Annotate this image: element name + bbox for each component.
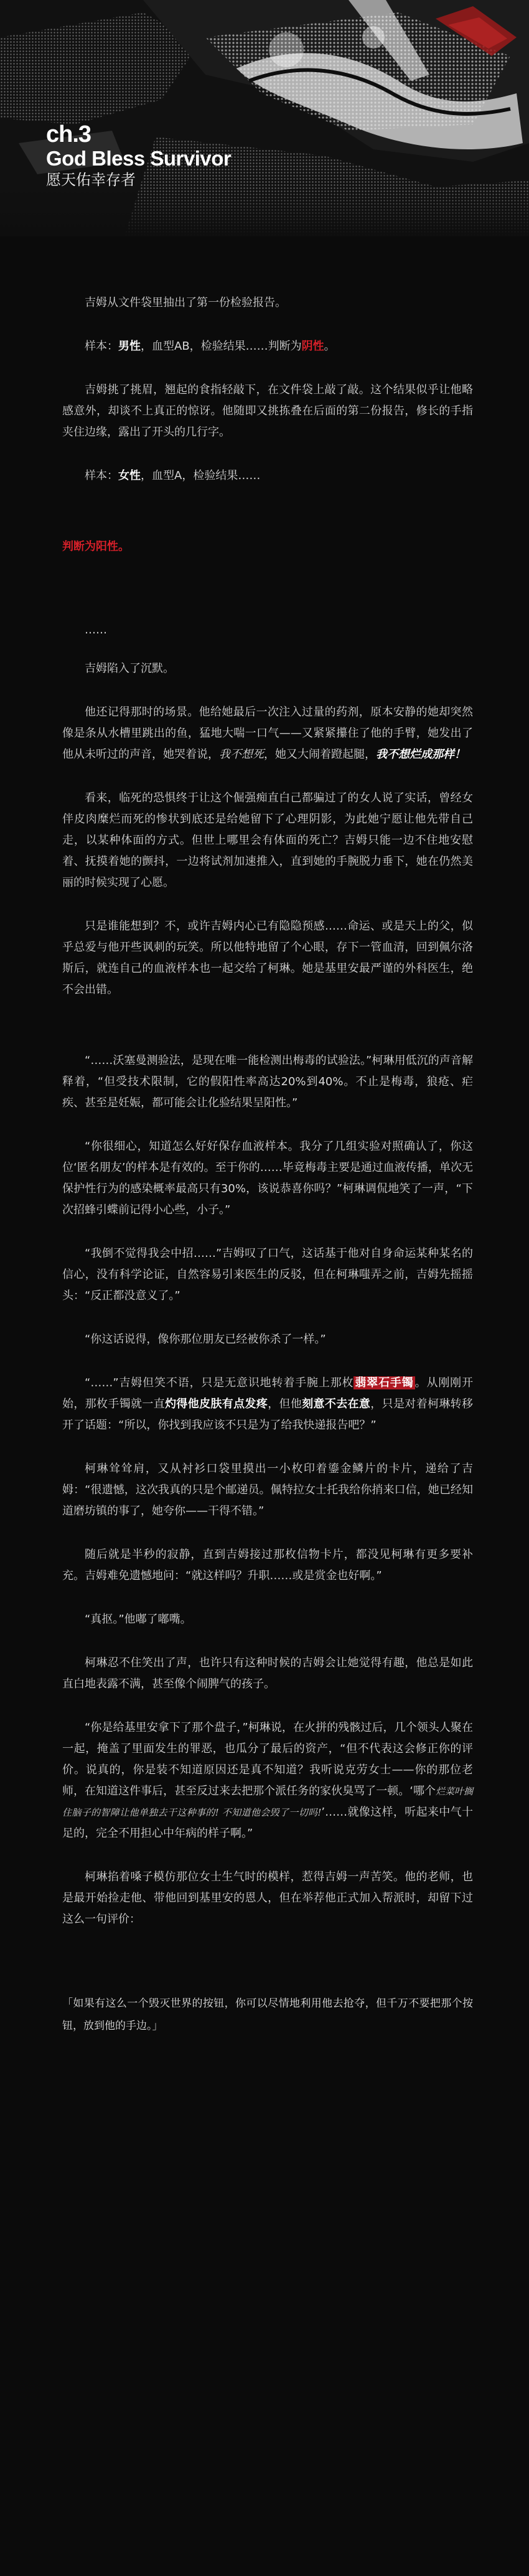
sample-sex-male: 男性 bbox=[118, 340, 141, 353]
paragraph: 吉姆陷入了沉默。 bbox=[85, 662, 174, 675]
banner-artwork bbox=[0, 0, 529, 236]
paragraph: “……”吉姆但笑不语，只是无意识地转着手腕上那枚 翡翠石手镯 。从刚刚开始，那枚手镯就一直灼得他皮肤有点发疼，但他刻意不去在意，只是对着柯琳转移开了话题：“所以，你找到我应该不只是为了给我快递报告吧？” bbox=[62, 1376, 474, 1432]
paragraph: 柯琳掐着嗓子模仿那位女士生气时的模样，惹得吉姆一声苦笑。他的老师，也是最开始捡走他、带他回到基里安的恩人，但在举荐他正式加入帮派时，却留下过这么一句评价： bbox=[62, 1870, 473, 1926]
chapter-heading bbox=[46, 122, 231, 189]
paragraph: 看来，临死的恐惧终于让这个倔强痴直白己都骗过了的女人说了实话，曾经女伴皮肉糜烂而死的惨状到底还是给她留下了心理阴影，为此她宁愿让他先带自己走，以某种体面的方式。但世上哪里会有体面的死亡？吉姆只能一边不住地安慰着、抚摸着她的颤抖，一边将试剂加速推入，直到她的手腕脱力垂下，她在仍然美丽的时候实现了心愿。 bbox=[62, 791, 473, 889]
chapter-title-cn: 愿天佑幸存者 bbox=[46, 170, 136, 189]
paragraph: “我倒不觉得我会中招……”吉姆叹了口气，这话基于他对自身命运某种某名的信心，没有科学论证，自然容易引来医生的反驳，但在柯琳嗤弄之前，吉姆先摇摇头：“反正都没意义了。” bbox=[62, 1247, 473, 1302]
story-text bbox=[62, 292, 473, 2037]
paragraph: 柯琳忍不住笑出了声，也许只有这种时候的吉姆会让她觉得有趣，他总是如此直白地表露不满，甚至像个闹脾气的孩子。 bbox=[62, 1656, 473, 1691]
paragraph: “你是给基里安拿下了那个盘子，”柯琳说，在火拼的残骸过后，几个领头人聚在一起，掩盖了里面发生的罪恶，也瓜分了最后的资产，“但不代表这会修正你的评价。说真的，你是装不知道原因还是真不知道？我听说克劳女士——你的那位老师，在知道这件事后，甚至反过来去把那个派任务的家伙臭骂了一顿。‘哪个烂菜叶搁住脑子的智障让他单独去干这种事的! 不知道他会毁了一切吗!’……就像这样，听起来中气十足的，完全不用担心中年病的样子啊。” bbox=[62, 1721, 473, 1840]
sample-sex-female: 女性 bbox=[118, 469, 141, 482]
chapter-banner bbox=[0, 0, 529, 236]
paragraph: “真抠。”他嘟了嘟嘴。 bbox=[85, 1613, 192, 1626]
paragraph: 样本：女性，血型A，检验结果…… bbox=[85, 469, 261, 482]
paragraph: 样本：男性，血型AB，检验结果……判断为阴性。 bbox=[85, 340, 335, 353]
paragraph: “你这话说得，像你那位朋友已经被你杀了一样。” bbox=[85, 1333, 326, 1346]
result-negative: 阴性 bbox=[301, 340, 324, 353]
paragraph: 吉姆挑了挑眉，翘起的食指轻敲下，在文件袋上敲了敲。这个结果似乎让他略感意外，却谈不上真正的惊讶。他随即又挑拣叠在后面的第二份报告，修长的手指夹住边缘，露出了开头的几行字。 bbox=[62, 383, 473, 439]
paragraph: …… bbox=[85, 623, 107, 637]
paragraph: “……沃塞曼测验法，是现在唯一能检测出梅毒的试验法。”柯琳用低沉的声音解释着，“但受技术限制，它的假阳性率高达20%到40%。不止是梅毒，狼疮、疟疾、甚至是妊娠，都可能会让化验结果呈阳性。” bbox=[62, 1054, 473, 1109]
mentor-quote: 「如果有这么一个毁灭世界的按钮，你可以尽情地利用他去抢夺，但千万不要把那个按钮，放到他的手边。」 bbox=[62, 1997, 473, 2032]
result-positive: 判断为阳性。 bbox=[62, 540, 129, 553]
paragraph: 他还记得那时的场景。他给她最后一次注入过量的药剂，原本安静的她却突然像是条从水槽里跳出的鱼，猛地大喘一口气——又紧紧攥住了他的手臂，她发出了他从未听过的声音，她哭着说，我不想死，她又大闹着蹬起腿，我不想烂成那样！ bbox=[62, 706, 473, 761]
paragraph: “你很细心，知道怎么好好保存血液样本。我分了几组实验对照确认了，你这位‘匿名朋友’的样本是有效的。至于你的……毕竟梅毒主要是通过血液传播，单次无保护性行为的感染概率最高只有30%，该说恭喜你吗？”柯琳调侃地笑了一声，“下次招蜂引蝶前记得小心些，小子。” bbox=[62, 1140, 473, 1216]
paragraph: 吉姆从文件袋里抽出了第一份检验报告。 bbox=[85, 296, 286, 309]
jade-bracelet: 翡翠石手镯 bbox=[355, 1376, 414, 1389]
paragraph: 柯琳耸耸肩，又从衬衫口袋里摸出一小枚印着鎏金鳞片的卡片，递给了吉姆：“很遗憾，这次我真的只是个邮递员。佩特拉女士托我给你捎来口信，她已经知道磨坊镇的事了，她夸你——干得不错。” bbox=[62, 1462, 473, 1518]
paragraph: 只是谁能想到？不，或许吉姆内心已有隐隐预感……命运、或是天上的父，似乎总爱与他开些讽刺的玩笑。所以他特地留了个心眼，存下一管血清，回到佩尔洛斯后，就连自己的血液样本也一起交给了柯琳。她是基里安最严谨的外科医生，绝不会出错。 bbox=[62, 920, 473, 996]
chapter-title-en: God Bless Survivor bbox=[46, 147, 232, 170]
paragraph: 随后就是半秒的寂静，直到吉姆接过那枚信物卡片，都没见柯琳有更多要补充。吉姆难免遗憾地问：“就这样吗？升职……或是赏金也好啊。” bbox=[62, 1548, 473, 1582]
chapter-number: ch.3 bbox=[46, 121, 91, 147]
